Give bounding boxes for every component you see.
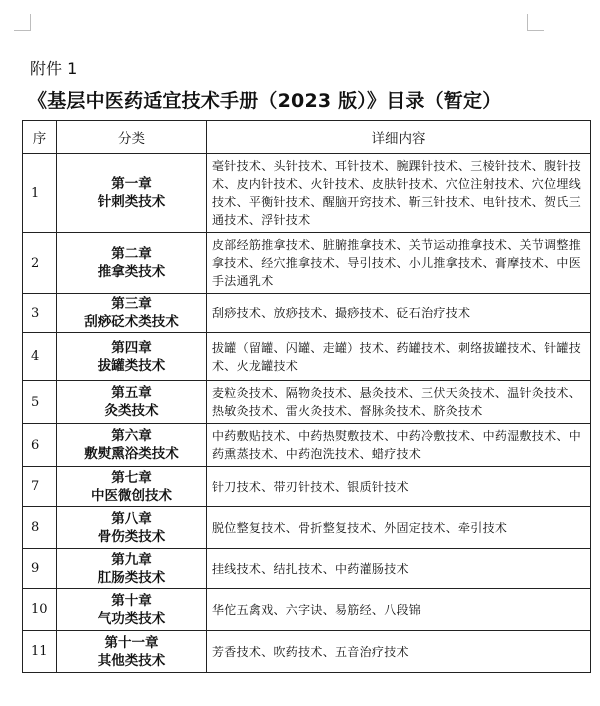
table-row — [23, 333, 591, 381]
row-detail: 挂线技术、结扎技术、中药灌肠技术 — [207, 549, 591, 589]
column-header-category: 分类 — [57, 121, 207, 154]
category-label: 气功类技术 — [97, 610, 166, 627]
crop-mark-top-right — [527, 14, 544, 31]
table-row — [23, 631, 591, 673]
column-header-number: 序 — [23, 121, 57, 154]
chapter-label: 第三章 — [111, 296, 152, 312]
row-detail: 毫针技术、头针技术、耳针技术、腕踝针技术、三棱针技术、腹针技术、皮内针技术、火针技术、皮肤针技术、穴位注射技术、穴位埋线技术、平衡针技术、醒脑开窍技术、靳三针技术、电针技术、贺氏三通技术、浮针技术 — [207, 154, 591, 233]
row-number: 1 — [23, 154, 57, 233]
row-number: 11 — [23, 631, 57, 673]
row-number: 4 — [23, 333, 57, 381]
row-detail: 中药敷贴技术、中药热熨敷技术、中药冷敷技术、中药湿敷技术、中药熏蒸技术、中药泡洗技术、蜡疗技术 — [207, 424, 591, 467]
column-header-detail: 详细内容 — [207, 121, 591, 154]
crop-mark-top-left — [14, 14, 31, 31]
catalog-table — [22, 120, 591, 673]
row-detail: 芳香技术、吹药技术、五音治疗技术 — [207, 631, 591, 673]
category-label: 骨伤类技术 — [97, 528, 166, 545]
category-label: 其他类技术 — [97, 652, 166, 669]
row-category — [57, 589, 207, 631]
row-number: 3 — [23, 294, 57, 333]
table-row — [23, 589, 591, 631]
chapter-label: 第七章 — [111, 469, 152, 486]
row-number: 9 — [23, 549, 57, 589]
chapter-label: 第二章 — [111, 246, 152, 262]
category-label: 针刺类技术 — [97, 194, 166, 210]
row-number: 6 — [23, 424, 57, 467]
row-category — [57, 333, 207, 381]
table-row — [23, 154, 591, 233]
category-label: 推拿类技术 — [97, 264, 166, 280]
row-category — [57, 381, 207, 424]
row-detail: 拔罐（留罐、闪罐、走罐）技术、药罐技术、刺络拔罐技术、针罐技术、火龙罐技术 — [207, 333, 591, 381]
category-label: 肛肠类技术 — [97, 569, 166, 586]
row-category — [57, 154, 207, 233]
category-label: 拔罐类技术 — [97, 357, 166, 374]
row-category — [57, 507, 207, 549]
row-number: 5 — [23, 381, 57, 424]
category-label: 敷熨熏浴类技术 — [84, 446, 179, 462]
table-row — [23, 424, 591, 467]
category-label: 中医微创技术 — [91, 487, 172, 504]
row-detail: 刮痧技术、放痧技术、撮痧技术、砭石治疗技术 — [207, 294, 591, 333]
chapter-label: 第九章 — [111, 551, 152, 568]
row-detail: 麦粒灸技术、隔物灸技术、悬灸技术、三伏天灸技术、温针灸技术、热敏灸技术、雷火灸技术、督脉灸技术、脐灸技术 — [207, 381, 591, 424]
table-row — [23, 381, 591, 424]
row-category — [57, 424, 207, 467]
chapter-label: 第十一章 — [104, 634, 159, 651]
table-header-row — [23, 121, 591, 154]
row-detail: 脱位整复技术、骨折整复技术、外固定技术、牵引技术 — [207, 507, 591, 549]
row-category — [57, 294, 207, 333]
chapter-label: 第四章 — [111, 339, 152, 356]
chapter-label: 第八章 — [111, 510, 152, 527]
category-label: 灸类技术 — [104, 403, 159, 419]
table-row — [23, 233, 591, 294]
row-category — [57, 233, 207, 294]
row-detail: 皮部经筋推拿技术、脏腑推拿技术、关节运动推拿技术、关节调整推拿技术、经穴推拿技术、导引技术、小儿推拿技术、膏摩技术、中医手法通乳术 — [207, 233, 591, 294]
table-row — [23, 294, 591, 333]
chapter-label: 第一章 — [111, 176, 152, 192]
row-category — [57, 467, 207, 507]
row-detail: 华佗五禽戏、六字诀、易筋经、八段锦 — [207, 589, 591, 631]
table-row — [23, 467, 591, 507]
chapter-label: 第十章 — [111, 592, 152, 609]
row-category — [57, 631, 207, 673]
row-category — [57, 549, 207, 589]
document-title: 《基层中医药适宜技术手册（2023 版）》目录（暂定） — [28, 90, 502, 112]
category-label: 刮痧砭术类技术 — [84, 314, 179, 330]
attachment-label: 附件 1 — [30, 59, 78, 78]
row-number: 8 — [23, 507, 57, 549]
row-number: 10 — [23, 589, 57, 631]
chapter-label: 第六章 — [111, 428, 152, 444]
table-row — [23, 549, 591, 589]
chapter-label: 第五章 — [111, 385, 152, 401]
row-detail: 针刀技术、带刃针技术、银质针技术 — [207, 467, 591, 507]
table-row — [23, 507, 591, 549]
row-number: 7 — [23, 467, 57, 507]
row-number: 2 — [23, 233, 57, 294]
